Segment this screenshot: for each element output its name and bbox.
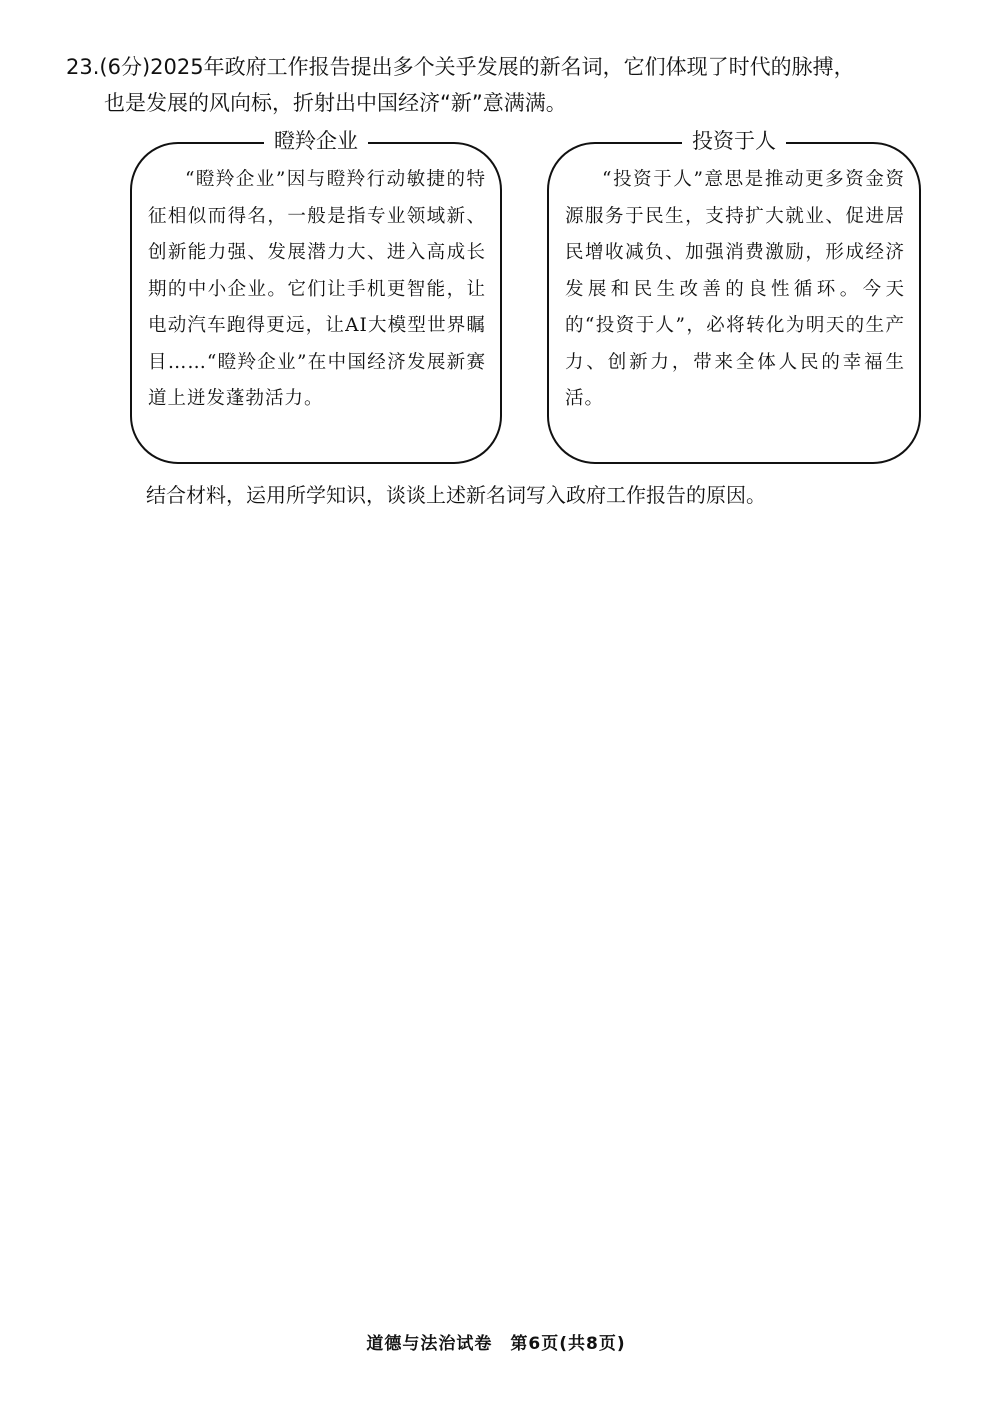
question-stem-line-1: 23.(6分)2025年政府工作报告提出多个关乎发展的新名词，它们体现了时代的脉搏， bbox=[66, 55, 855, 79]
question-stem-line-2: 也是发展的风向标，折射出中国经济“新”意满满。 bbox=[104, 91, 567, 115]
card-title-text: 瞪羚企业 bbox=[264, 129, 368, 153]
card-title bbox=[549, 126, 919, 156]
material-card-gazelle-enterprise bbox=[130, 129, 502, 464]
question-task: 结合材料，运用所学知识，谈谈上述新名词写入政府工作报告的原因。 bbox=[146, 483, 766, 507]
card-title bbox=[132, 126, 500, 156]
card-title-text: 投资于人 bbox=[682, 129, 786, 153]
card-body: “瞪羚企业”因与瞪羚行动敏捷的特征相似而得名，一般是指专业领域新、创新能力强、发展潜力大、进入高成长期的中小企业。它们让手机更智能，让电动汽车跑得更远，让AI大模型世界瞩目……“瞪羚企业”在中国经济发展新赛道上迸发蓬勃活力。 bbox=[148, 169, 486, 409]
card-body: “投资于人”意思是推动更多资金资源服务于民生，支持扩大就业、促进居民增收减负、加强消费激励，形成经济发展和民生改善的良性循环。今天的“投资于人”，必将转化为明天的生产力、创新力，带来全体人民的幸福生活。 bbox=[565, 169, 905, 409]
material-card-invest-in-people bbox=[547, 129, 921, 464]
page-footer: 道德与法治试卷 第6页(共8页) bbox=[366, 1334, 626, 1354]
